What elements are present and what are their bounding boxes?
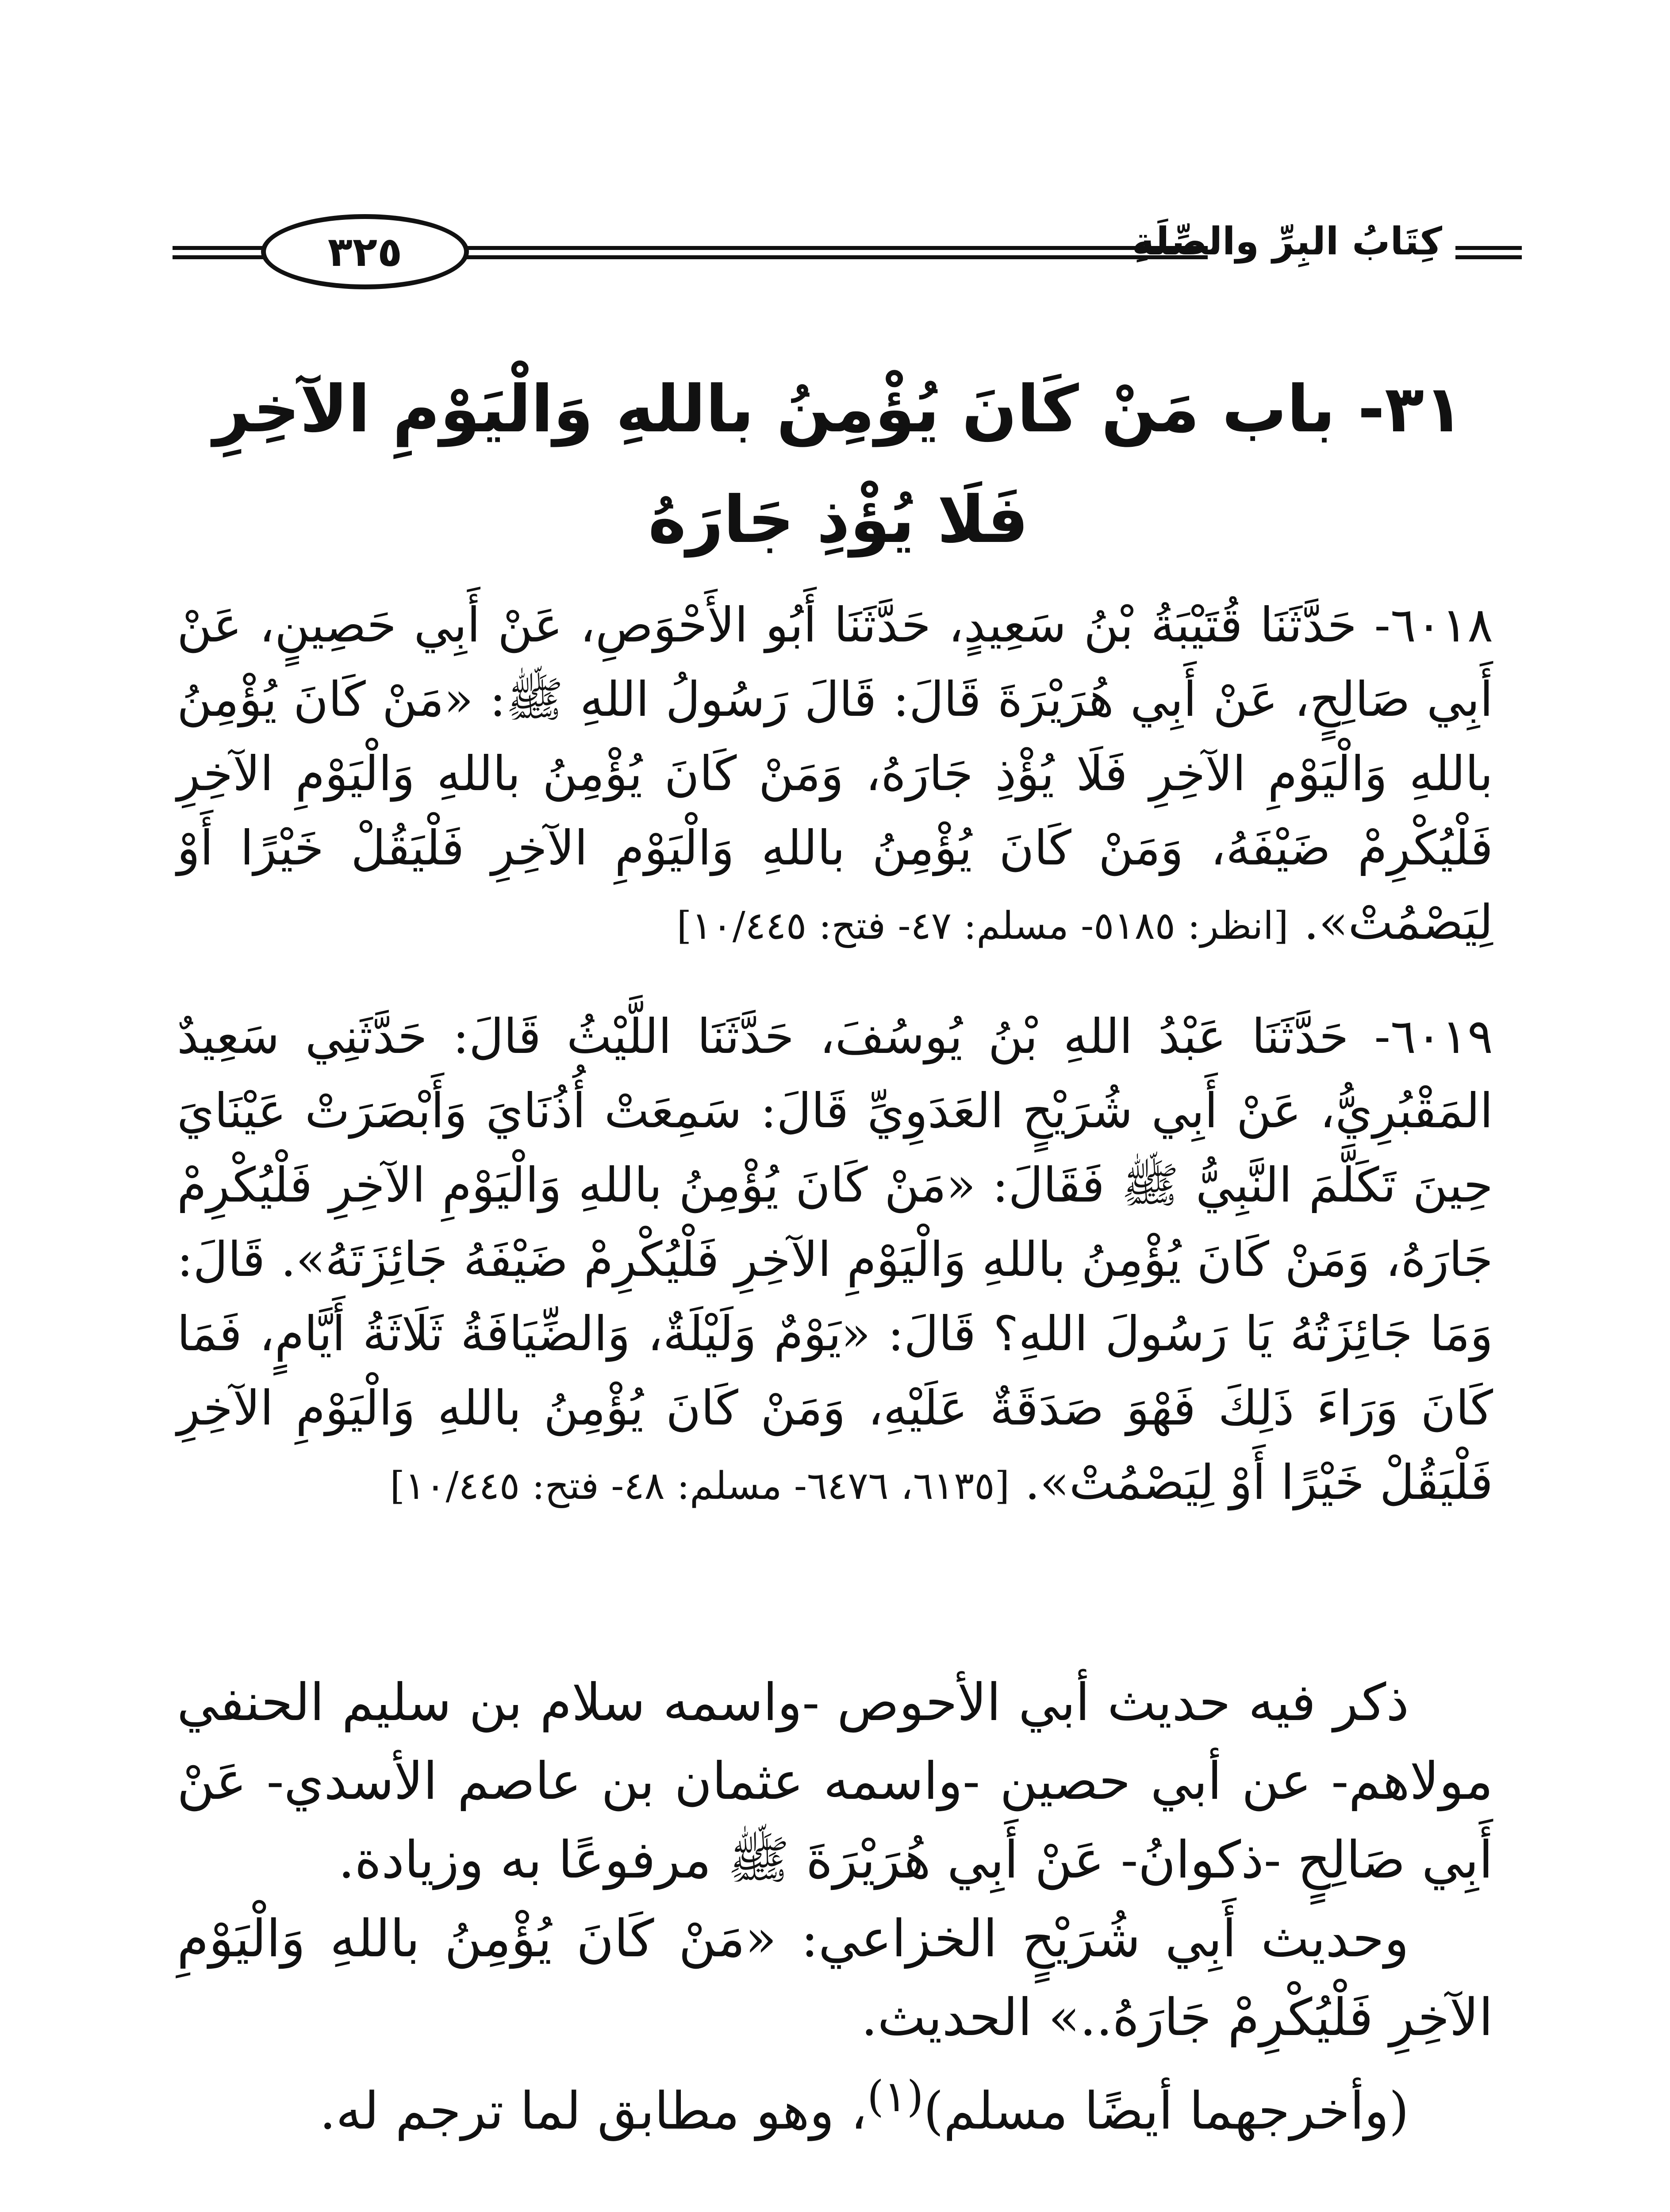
running-header <box>173 208 1522 296</box>
footnote-marker[interactable]: (١) <box>867 2071 924 2121</box>
book-title: كِتَابُ البِرِّ والصِّلَةِ <box>1132 219 1442 264</box>
hadith-6019 <box>177 1000 1493 1523</box>
chapter-heading-line-2: فَلَا يُؤْذِ جَارَهُ <box>648 482 1029 557</box>
header-rule-left <box>173 246 274 259</box>
chapter-heading <box>186 354 1491 575</box>
hadith-6018-reference: [انظر: ٥١٨٥- مسلم: ٤٧- فتح: ١٠/٤٤٥] <box>676 904 1289 948</box>
commentary-paragraph-2: وحديث أَبِي شُرَيْحٍ الخزاعي: «مَنْ كَانَ يُؤْمِنُ باللهِ وَالْيَوْمِ الآخِرِ فَلْيُكْرِمْ جَارَهُ..» الحديث. <box>177 1909 1493 2047</box>
chapter-heading-line-1: ٣١- باب مَنْ كَانَ يُؤْمِنُ باللهِ وَالْيَوْمِ الآخِرِ <box>213 372 1464 447</box>
commentary-paragraph-3 <box>177 2057 1493 2151</box>
header-rule-right <box>1455 246 1522 259</box>
page-number-badge <box>261 214 469 289</box>
hadith-6019-text: ٦٠١٩- حَدَّثَنَا عَبْدُ اللهِ بْنُ يُوسُفَ، حَدَّثَنَا اللَّيْثُ قَالَ: حَدَّثَنِي سَعِيدٌ المَقْبُرِيُّ، عَنْ أَبِي شُرَيْحٍ العَدَوِيِّ قَالَ: سَمِعَتْ أُذُنَايَ وَأَبْصَرَتْ عَيْنَايَ حِينَ تَكَلَّمَ النَّبِيُّ ﷺ فَقَالَ: «مَنْ كَانَ يُؤْمِنُ باللهِ وَالْيَوْمِ الآخِرِ فَلْيُكْرِمْ جَارَهُ، وَمَنْ كَانَ يُؤْمِنُ باللهِ وَالْيَوْمِ الآخِرِ فَلْيُكْرِمْ ضَيْفَهُ جَائِزَتَهُ». قَالَ: وَمَا جَائِزَتُهُ يَا رَسُولَ اللهِ؟ قَالَ: «يَوْمٌ وَلَيْلَةٌ، وَالضِّيَافَةُ ثَلَاثَةُ أَيَّامٍ، فَمَا كَانَ وَرَاءَ ذَلِكَ فَهْوَ صَدَقَةٌ عَلَيْهِ، وَمَنْ كَانَ يُؤْمِنُ باللهِ وَالْيَوْمِ الآخِرِ فَلْيَقُلْ خَيْرًا أَوْ لِيَصْمُتْ». <box>177 1009 1493 1510</box>
commentary-paragraph-1: ذكر فيه حديث أبي الأحوص -واسمه سلام بن سليم الحنفي مولاهم- عن أبي حصين -واسمه عثمان بن عاصم الأسدي- عَنْ أَبِي صَالِحٍ -ذكوانُ- عَنْ أَبِي هُرَيْرَةَ ﷺ مرفوعًا به وزيادة. <box>177 1673 1493 1890</box>
hadith-6018-text: ٦٠١٨- حَدَّثَنَا قُتَيْبَةُ بْنُ سَعِيدٍ، حَدَّثَنَا أَبُو الأَحْوَصِ، عَنْ أَبِي حَصِينٍ، عَنْ أَبِي صَالِحٍ، عَنْ أَبِي هُرَيْرَةَ قَالَ: قَالَ رَسُولُ اللهِ ﷺ: «مَنْ كَانَ يُؤْمِنُ باللهِ وَالْيَوْمِ الآخِرِ فَلَا يُؤْذِ جَارَهُ، وَمَنْ كَانَ يُؤْمِنُ باللهِ وَالْيَوْمِ الآخِرِ فَلْيُكْرِمْ ضَيْفَهُ، وَمَنْ كَانَ يُؤْمِنُ باللهِ وَالْيَوْمِ الآخِرِ فَلْيَقُلْ خَيْرًا أَوْ لِيَصْمُتْ». <box>177 598 1493 950</box>
hadith-6019-reference: [٦١٣٥، ٦٤٧٦- مسلم: ٤٨- فتح: ١٠/٤٤٥] <box>390 1464 1010 1508</box>
header-rule-middle <box>465 246 1208 259</box>
commentary-p3-before: (وأخرجهما أيضًا مسلم) <box>923 2081 1409 2141</box>
hadith-6018 <box>177 588 1493 963</box>
commentary-p3-after: ، وهو مطابق لما ترجم له. <box>319 2081 868 2141</box>
page-number: ٣٢٥ <box>327 228 403 276</box>
commentary <box>177 1663 1493 2151</box>
